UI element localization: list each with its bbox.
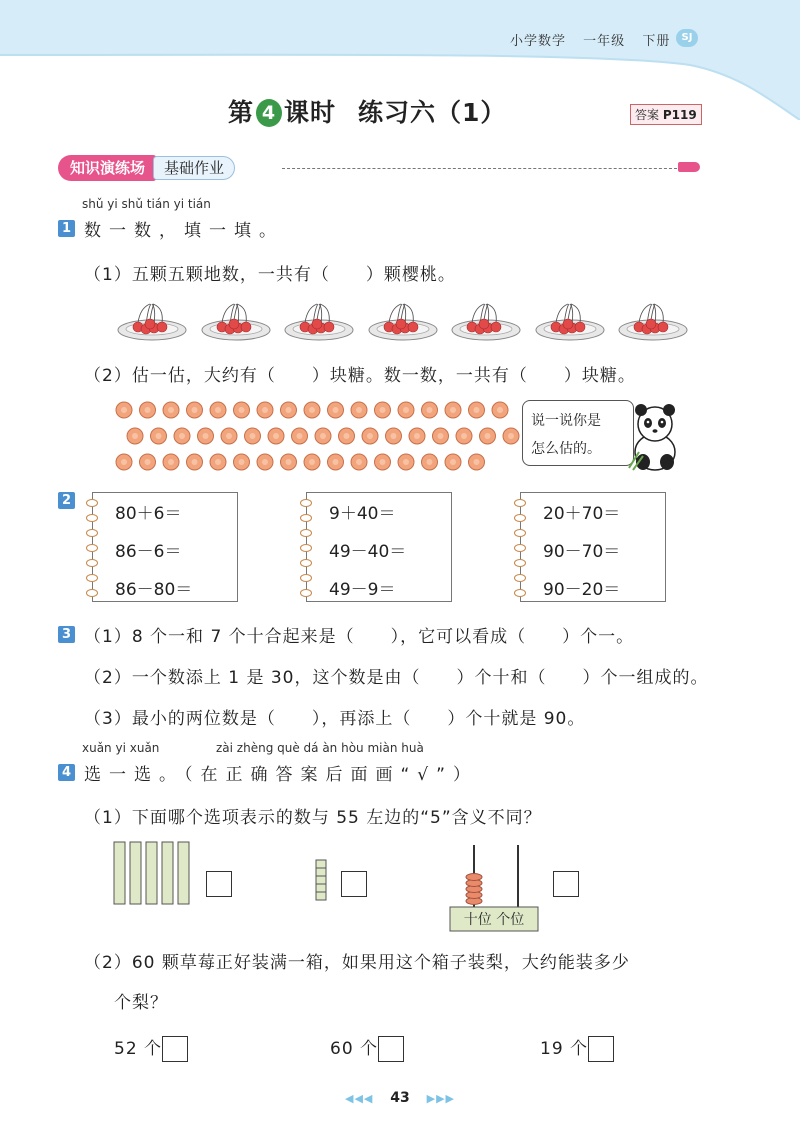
option-a-checkbox[interactable] — [206, 871, 232, 897]
ring-binding-icon — [514, 514, 526, 522]
option-52-label: 52 个 — [114, 1039, 163, 1059]
q1-number-badge: 1 — [58, 220, 75, 237]
equation-text: 86－6＝ — [115, 542, 182, 562]
candy-icon — [187, 402, 203, 418]
candy-icon — [398, 454, 414, 470]
cherry-plate-icon — [283, 300, 355, 342]
q1-prompt: 数一数，填一填。 — [84, 221, 284, 241]
candy-icon — [281, 454, 297, 470]
equation-text: 9＋40＝ — [329, 504, 396, 524]
candy-icon — [163, 402, 179, 418]
option-b-checkbox[interactable] — [341, 871, 367, 897]
page-title — [228, 93, 506, 129]
ring-binding-icon — [300, 589, 312, 597]
equation-text: 20＋70＝ — [543, 504, 621, 524]
candy-icon — [362, 428, 378, 444]
candy-icon — [445, 402, 461, 418]
option-c-checkbox[interactable] — [553, 871, 579, 897]
ring-binding-icon — [300, 514, 312, 522]
section-banner — [58, 155, 235, 181]
equation-text: 49－40＝ — [329, 542, 407, 562]
candy-icon — [503, 428, 519, 444]
equation-text: 49－9＝ — [329, 580, 396, 600]
q3-line3: （3）最小的两位数是（ ），再添上（ ）个十就是 90。 — [84, 709, 586, 729]
q3-line2: （2）一个数添上 1 是 30，这个数是由（ ）个十和（ ）个一组成的。 — [84, 668, 709, 688]
lesson-number-badge: 4 — [256, 99, 282, 127]
candy-icon — [304, 454, 320, 470]
equation-card — [92, 492, 238, 602]
candy-icon — [151, 428, 167, 444]
banner-divider — [282, 168, 682, 169]
title-subtitle: 练习六（1） — [358, 98, 507, 127]
q1-sub1: （1）五颗五颗地数，一共有（ ）颗樱桃。 — [84, 265, 456, 285]
candy-icon — [422, 454, 438, 470]
cherry-plate-icon — [450, 300, 522, 342]
q3-line1: （1）8 个一和 7 个十合起来是（ ），它可以看成（ ）个一。 — [84, 627, 635, 647]
ring-binding-icon — [300, 559, 312, 567]
ring-binding-icon — [300, 574, 312, 582]
candy-icon — [116, 402, 132, 418]
candy-icon — [456, 428, 472, 444]
candy-icon — [328, 454, 344, 470]
q3-number-badge: 3 — [58, 626, 75, 643]
option-19 — [540, 1034, 614, 1062]
candy-icon — [328, 402, 344, 418]
candy-icon — [127, 428, 143, 444]
q4-pinyin-right: zài zhèng què dá àn hòu miàn huà — [216, 741, 424, 755]
option-60 — [330, 1034, 404, 1062]
ring-binding-icon — [86, 559, 98, 567]
candy-icon — [469, 402, 485, 418]
candy-icon — [268, 428, 284, 444]
candy-icon — [210, 402, 226, 418]
candy-icon — [375, 402, 391, 418]
abacus-label: 十位 个位 — [463, 912, 525, 928]
ring-binding-icon — [514, 544, 526, 552]
prev-arrows-icon: ◀◀◀ — [344, 1092, 374, 1105]
pencil-icon — [678, 162, 700, 172]
header-volume: 下册 — [642, 34, 671, 49]
option-19-label: 19 个 — [540, 1039, 589, 1059]
q4-pinyin-left: xuǎn yi xuǎn — [82, 741, 160, 755]
ring-binding-icon — [514, 574, 526, 582]
option-52 — [114, 1034, 188, 1062]
cherry-plate-icon — [200, 300, 272, 342]
candy-icon — [445, 454, 461, 470]
candy-icon — [433, 428, 449, 444]
ring-binding-icon — [300, 499, 312, 507]
q4-prompt: 选一选。（在正确答案后面画“√”） — [84, 765, 478, 785]
header-subject: 小学数学 — [510, 34, 567, 49]
candy-icon — [409, 428, 425, 444]
option-52-checkbox[interactable] — [162, 1036, 188, 1062]
q4-number-badge: 4 — [58, 764, 75, 781]
candy-icon — [245, 428, 261, 444]
ring-binding-icon — [514, 589, 526, 597]
panda-icon — [625, 398, 685, 474]
q4-sub2-line2: 个梨？ — [114, 993, 168, 1013]
candy-icon — [234, 402, 250, 418]
equation-card — [306, 492, 452, 602]
candy-icon — [234, 454, 250, 470]
ring-binding-icon — [514, 499, 526, 507]
page-footer — [0, 1090, 800, 1106]
candy-icon — [292, 428, 308, 444]
ones-cubes-icon — [312, 858, 332, 908]
q1-pinyin: shǔ yi shǔ tián yi tián — [82, 197, 211, 211]
ring-binding-icon — [514, 529, 526, 537]
candy-icon — [469, 454, 485, 470]
publisher-badge: SJ — [676, 29, 698, 47]
banner-main: 知识演练场 — [58, 155, 157, 181]
tens-rods-icon — [110, 838, 200, 908]
equation-text: 90－70＝ — [543, 542, 621, 562]
candy-icon — [198, 428, 214, 444]
header-text — [510, 30, 682, 49]
ring-binding-icon — [514, 559, 526, 567]
banner-sub: 基础作业 — [153, 156, 235, 180]
ring-binding-icon — [86, 514, 98, 522]
candy-icon — [339, 428, 355, 444]
candy-icon — [351, 454, 367, 470]
equation-card — [520, 492, 666, 602]
cherry-plate-icon — [367, 300, 439, 342]
candy-icon — [398, 402, 414, 418]
speech-line-1: 说一说你是 — [531, 413, 601, 429]
option-60-label: 60 个 — [330, 1039, 379, 1059]
candy-icon — [163, 454, 179, 470]
candy-icon — [304, 402, 320, 418]
candy-icon — [257, 402, 273, 418]
cherry-plate-icon — [534, 300, 606, 342]
cherry-plate-icon — [617, 300, 689, 342]
header-grade: 一年级 — [583, 34, 626, 49]
candy-icon — [480, 428, 496, 444]
title-suffix: 课时 — [284, 98, 337, 127]
candy-icon — [492, 402, 508, 418]
candy-icon — [210, 454, 226, 470]
q2-number-badge: 2 — [58, 492, 75, 509]
cherry-plate-icon — [116, 300, 188, 342]
next-arrows-icon: ▶▶▶ — [426, 1092, 455, 1105]
answer-page: P119 — [662, 108, 697, 122]
candy-icon — [140, 402, 156, 418]
ring-binding-icon — [86, 499, 98, 507]
candy-icon — [281, 402, 297, 418]
speech-line-2: 怎么估的。 — [531, 441, 601, 457]
speech-bubble — [522, 400, 634, 466]
ring-binding-icon — [86, 529, 98, 537]
q1-sub2: （2）估一估，大约有（ ）块糖。数一数，一共有（ ）块糖。 — [84, 366, 636, 386]
answer-label: 答案 — [635, 108, 660, 122]
q4-sub2-line1: （2）60 颗草莓正好装满一箱，如果用这个箱子装梨，大约能装多少 — [84, 953, 630, 973]
candy-icon — [375, 454, 391, 470]
equation-text: 80＋6＝ — [115, 504, 182, 524]
candy-group — [110, 398, 520, 478]
candy-icon — [257, 454, 273, 470]
equation-text: 90－20＝ — [543, 580, 621, 600]
option-60-checkbox[interactable] — [378, 1036, 404, 1062]
option-19-checkbox[interactable] — [588, 1036, 614, 1062]
page-number: 43 — [390, 1090, 410, 1106]
candy-icon — [315, 428, 331, 444]
ring-binding-icon — [300, 544, 312, 552]
candy-icon — [386, 428, 402, 444]
q4-sub1: （1）下面哪个选项表示的数与 55 左边的“5”含义不同？ — [84, 808, 542, 828]
candy-icon — [422, 402, 438, 418]
candy-icon — [174, 428, 190, 444]
answer-reference[interactable] — [630, 104, 702, 125]
ring-binding-icon — [86, 589, 98, 597]
candy-icon — [116, 454, 132, 470]
candy-icon — [140, 454, 156, 470]
ring-binding-icon — [300, 529, 312, 537]
title-prefix: 第 — [228, 98, 255, 127]
ring-binding-icon — [86, 574, 98, 582]
ring-binding-icon — [86, 544, 98, 552]
candy-icon — [187, 454, 203, 470]
candy-icon — [351, 402, 367, 418]
candy-icon — [221, 428, 237, 444]
equation-text: 86－80＝ — [115, 580, 193, 600]
